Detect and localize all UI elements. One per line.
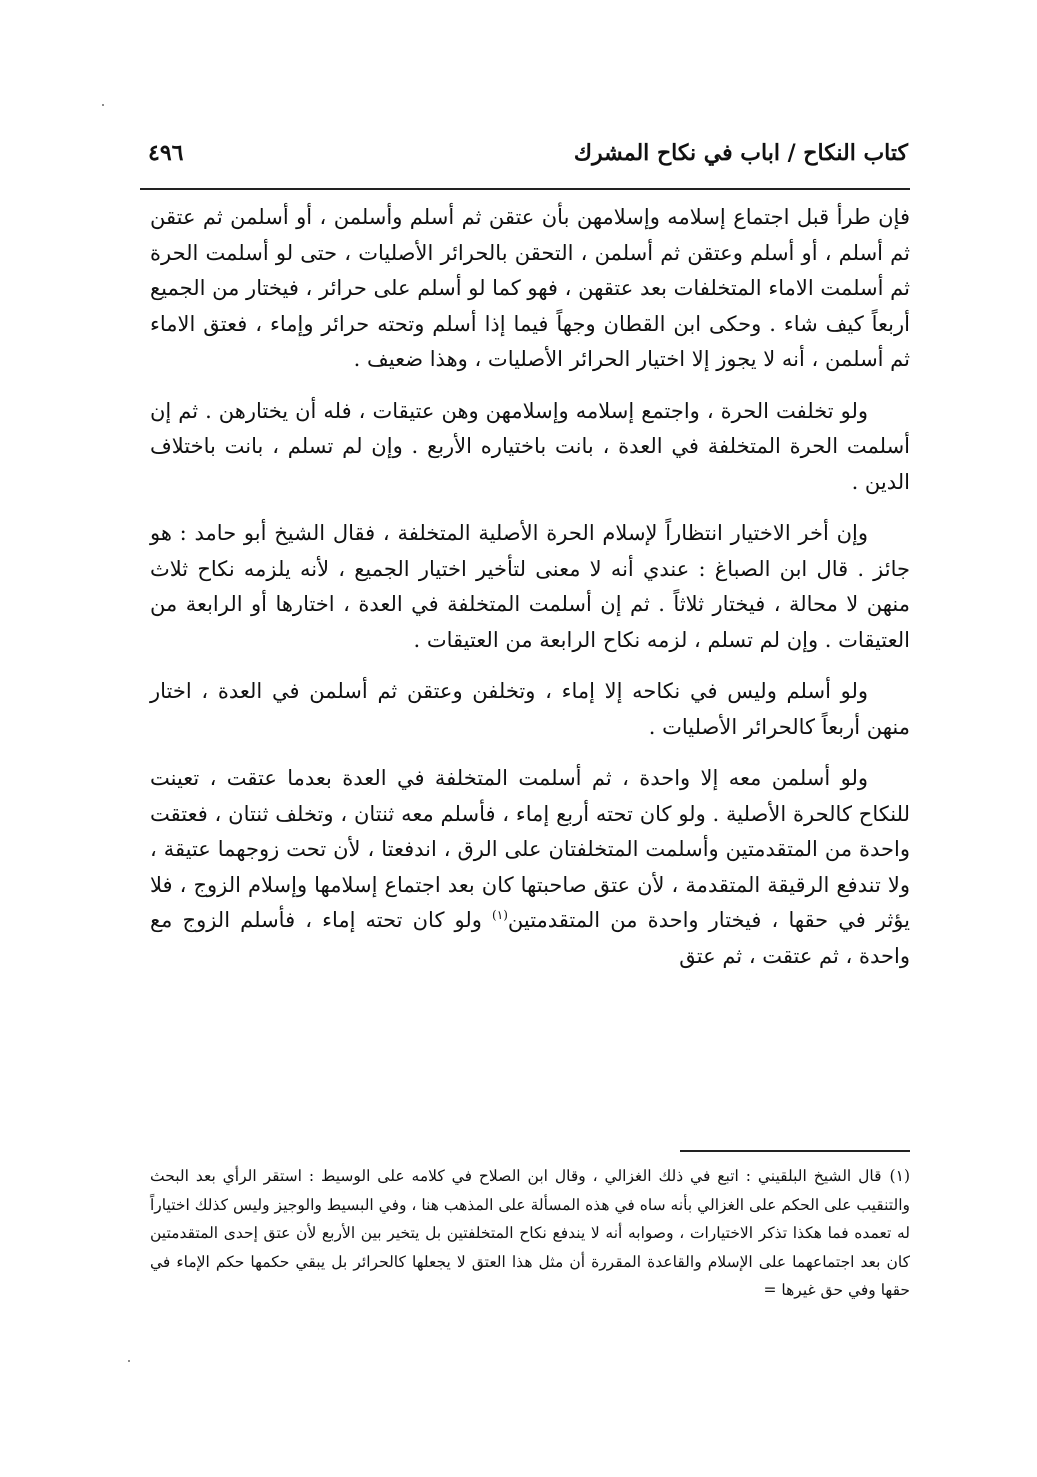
- footnote: [150, 1162, 910, 1305]
- footnote-rule: [680, 1150, 910, 1152]
- page-number: ٤٩٦: [148, 140, 184, 166]
- paragraph-continuation: ولو كان تحته إماء ، فأسلم الزوج مع واحدة ، ثم عتقت ، ثم عتق: [150, 908, 910, 968]
- paragraph: فإن طرأ قبل اجتماع إسلامه وإسلامهن بأن عتقن ثم أسلم وأسلمن ، أو أسلمن ثم عتقن ثم أسلم ، أو أسلم وعتقن ثم أسلمن ، التحقن بالحرائر الأصليات ، حتى لو أسلمت الحرة ثم أسلمت الاماء المتخلفات بعد عتقهن ، فهو كما لو أسلم على حرائر ، فيختار من الجميع أربعاً كيف شاء . وحكى ابن القطان وجهاً فيما إذا أسلم وتحته حرائر وإماء ، فعتق الاماء ثم أسلمن ، أنه لا يجوز إلا اختيار الحرائر الأصليات ، وهذا ضعيف .: [150, 205, 910, 371]
- paragraph-text: ولو أسلمن معه إلا واحدة ، ثم أسلمت المتخلفة في العدة بعدما عتقت ، تعينت للنكاح كالحرة الأصلية . ولو كان تحته أربع إماء ، فأسلم معه ثنتان ، وتخلف ثنتان ، فعتقت واحدة من المتقدمتين وأسلمت المتخلفتان على الرق ، اندفعتا ، لأن تحت زوجهما عتيقة ، ولا تندفع الرقيقة المتقدمة ، لأن عتق صاحبتها كان بعد اجتماع إسلامها وإسلام الزوج ، فلا يؤثر في حقها ، فيختار واحدة من المتقدمتين: [150, 766, 910, 932]
- scan-speck: [102, 104, 104, 106]
- footnotes: [150, 1162, 910, 1305]
- footnote-marker: (١): [492, 908, 508, 922]
- paragraph: ولو أسلم وليس في نكاحه إلا إماء ، وتخلفن وعتقن ثم أسلمن في العدة ، اختار منهن أربعاً كالحرائر الأصليات .: [150, 679, 910, 739]
- running-header: [148, 132, 908, 182]
- main-text: [150, 200, 910, 990]
- paragraph: [150, 761, 910, 974]
- footnote-number: (١): [889, 1167, 910, 1185]
- scan-speck: [128, 1360, 130, 1362]
- header-title: كتاب النكاح / اباب في نكاح المشرك: [573, 140, 908, 166]
- paragraph: ولو تخلفت الحرة ، واجتمع إسلامه وإسلامهن وهن عتيقات ، فله أن يختارهن . ثم إن أسلمت الحرة المتخلفة في العدة ، بانت باختياره الأربع . وإن لم تسلم ، بانت باختلاف الدين .: [150, 398, 910, 494]
- header-rule: [140, 188, 910, 190]
- footnote-text: قال الشيخ البلقيني : اتبع في ذلك الغزالي ، وقال ابن الصلاح في كلامه على الوسيط : استقر الرأي بعد البحث والتنقيب على الحكم على الغزالي بأنه ساه في هذه المسألة على المذهب هنا ، وفي البسيط والوجيز وليس كذلك اختياراً له تعمده فما هكذا تذكر الاختيارات ، وصوابه أنه لا يندفع نكاح المتخلفتين بل يتخير بين الأربع لأن عتق إحدى المتقدمتين كان بعد اجتماعهما على الإسلام والقاعدة المقررة أن مثل هذا العتق لا يجعلها كالحرائر بل يبقي حكمها حكم الإماء في حقها وفي حق غيرها =: [150, 1167, 910, 1299]
- paragraph: وإن أخر الاختيار انتظاراً لإسلام الحرة الأصلية المتخلفة ، فقال الشيخ أبو حامد : هو جائز . قال ابن الصباغ : عندي أنه لا معنى لتأخير اختيار الجميع ، لأنه يلزمه نكاح ثلاث منهن لا محالة ، فيختار ثلاثاً . ثم إن أسلمت المتخلفة في العدة ، اختارها أو الرابعة من العتيقات . وإن لم تسلم ، لزمه نكاح الرابعة من العتيقات .: [150, 521, 910, 652]
